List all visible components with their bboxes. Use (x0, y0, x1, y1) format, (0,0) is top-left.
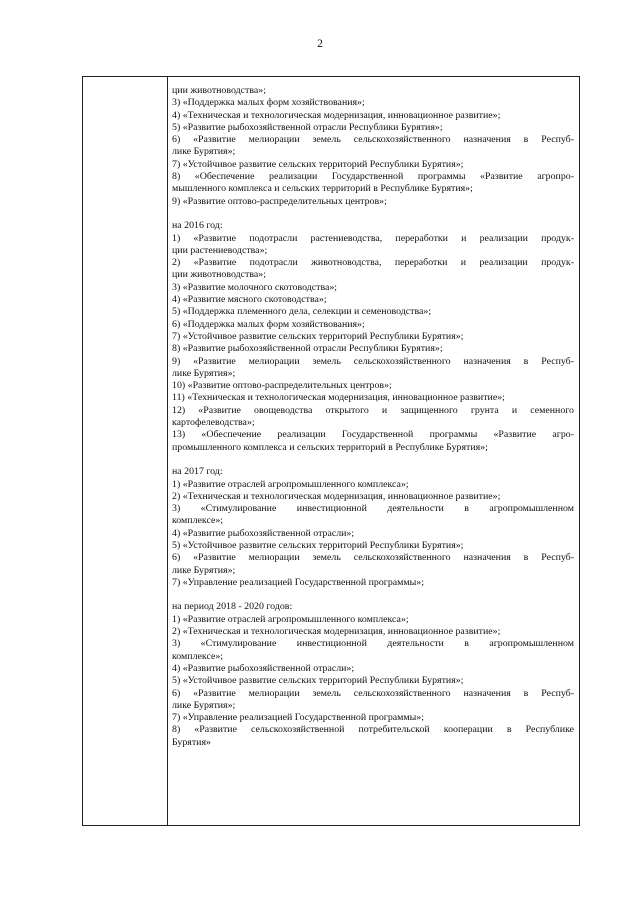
text-line: 6) «Развитие мелиорации земель сельскохозяйственного назначения в Респуб- (172, 552, 574, 564)
text-line: лике Бурятия»; (172, 367, 236, 379)
text-line: 7) «Управление реализацией Государственной программы»; (172, 576, 424, 588)
text-line: 4) «Техническая и технологическая модернизация, инновационное развитие»; (172, 109, 501, 121)
page-number: 2 (317, 38, 323, 50)
text-line: 6) «Поддержка малых форм хозяйствования»; (172, 318, 365, 330)
text-line: 7) «Управление реализацией Государственной программы»; (172, 712, 424, 724)
text-line: 7) «Устойчивое развитие сельских территорий Республики Бурятия»; (172, 330, 464, 342)
text-line: 12) «Развитие овощеводства открытого и защищенного грунта и семенного (172, 404, 574, 416)
text-line: лике Бурятия»; (172, 564, 236, 576)
blank-line (172, 454, 574, 466)
text-line: ции растениеводства»; (172, 244, 268, 256)
text-line: 1) «Развитие подотрасли растениеводства, переработки и реализации продук- (172, 232, 574, 244)
text-line: комплексе»; (172, 650, 224, 662)
text-line: 6) «Развитие мелиорации земель сельскохозяйственного назначения в Респуб- (172, 687, 574, 699)
text-line: 5) «Поддержка племенного дела, селекции и семеноводства»; (172, 306, 432, 318)
text-line: 9) «Развитие мелиорации земель сельскохозяйственного назначения в Респуб- (172, 355, 574, 367)
document-table (82, 76, 580, 826)
text-line: на 2017 год: (172, 466, 223, 478)
text-line: 5) «Развитие рыбохозяйственной отрасли Республики Бурятия»; (172, 121, 443, 133)
table-right-cell (168, 77, 579, 825)
text-line: 3) «Стимулирование инвестиционной деятельности в агропромышленном (172, 503, 574, 515)
text-line: мышленного комплекса и сельских территорий в Республике Бурятия»; (172, 183, 473, 195)
text-line: 13) «Обеспечение реализации Государственной программы «Развитие агро- (172, 429, 574, 441)
text-line: ции животноводства»; (172, 269, 266, 281)
text-line: 11) «Техническая и технологическая модернизация, инновационное развитие»; (172, 392, 505, 404)
text-line: лике Бурятия»; (172, 146, 236, 158)
text-line: 2) «Техническая и технологическая модернизация, инновационное развитие»; (172, 490, 501, 502)
text-line: 3) «Стимулирование инвестиционной деятельности в агропромышленном (172, 638, 574, 650)
text-line: 8) «Обеспечение реализации Государственной программы «Развитие агропро- (172, 171, 574, 183)
text-line: 8) «Развитие рыбохозяйственной отрасли Республики Бурятия»; (172, 343, 443, 355)
blank-line (172, 589, 574, 601)
text-line: 10) «Развитие оптово-распределительных центров»; (172, 380, 392, 392)
text-line: на 2016 год: (172, 220, 223, 232)
text-line: 2) «Техническая и технологическая модернизация, инновационное развитие»; (172, 626, 501, 638)
text-line: 3) «Поддержка малых форм хозяйствования»; (172, 97, 365, 109)
text-line: 5) «Устойчивое развитие сельских территорий Республики Бурятия»; (172, 539, 464, 551)
text-line: ции животноводства»; (172, 85, 266, 96)
text-line: 4) «Развитие мясного скотоводства»; (172, 294, 327, 306)
text-line: 4) «Развитие рыбохозяйственной отрасли»; (172, 527, 355, 539)
text-line: 9) «Развитие оптово-распределительных центров»; (172, 195, 387, 207)
text-line: Бурятия» (172, 736, 211, 748)
text-line: 7) «Устойчивое развитие сельских территорий Республики Бурятия»; (172, 158, 464, 170)
text-line: промышленного комплекса и сельских территорий в Республике Бурятия»; (172, 441, 488, 453)
text-line: 8) «Развитие сельскохозяйственной потребительской кооперации в Республике (172, 724, 574, 736)
text-line: 2) «Развитие подотрасли животноводства, переработки и реализации продук- (172, 257, 574, 269)
text-line: картофелеводства»; (172, 417, 255, 429)
text-line: 5) «Устойчивое развитие сельских территорий Республики Бурятия»; (172, 675, 464, 687)
text-line: 1) «Развитие отраслей агропромышленного комплекса»; (172, 613, 409, 625)
text-line: 6) «Развитие мелиорации земель сельскохозяйственного назначения в Респуб- (172, 134, 574, 146)
text-line: 3) «Развитие молочного скотоводства»; (172, 281, 338, 293)
table-left-cell (83, 77, 168, 825)
text-line: на период 2018 - 2020 годов: (172, 601, 293, 613)
blank-line (172, 208, 574, 220)
text-line: комплексе»; (172, 515, 224, 527)
text-line: лике Бурятия»; (172, 699, 236, 711)
text-line: 1) «Развитие отраслей агропромышленного комплекса»; (172, 478, 409, 490)
text-line: 4) «Развитие рыбохозяйственной отрасли»; (172, 662, 355, 674)
